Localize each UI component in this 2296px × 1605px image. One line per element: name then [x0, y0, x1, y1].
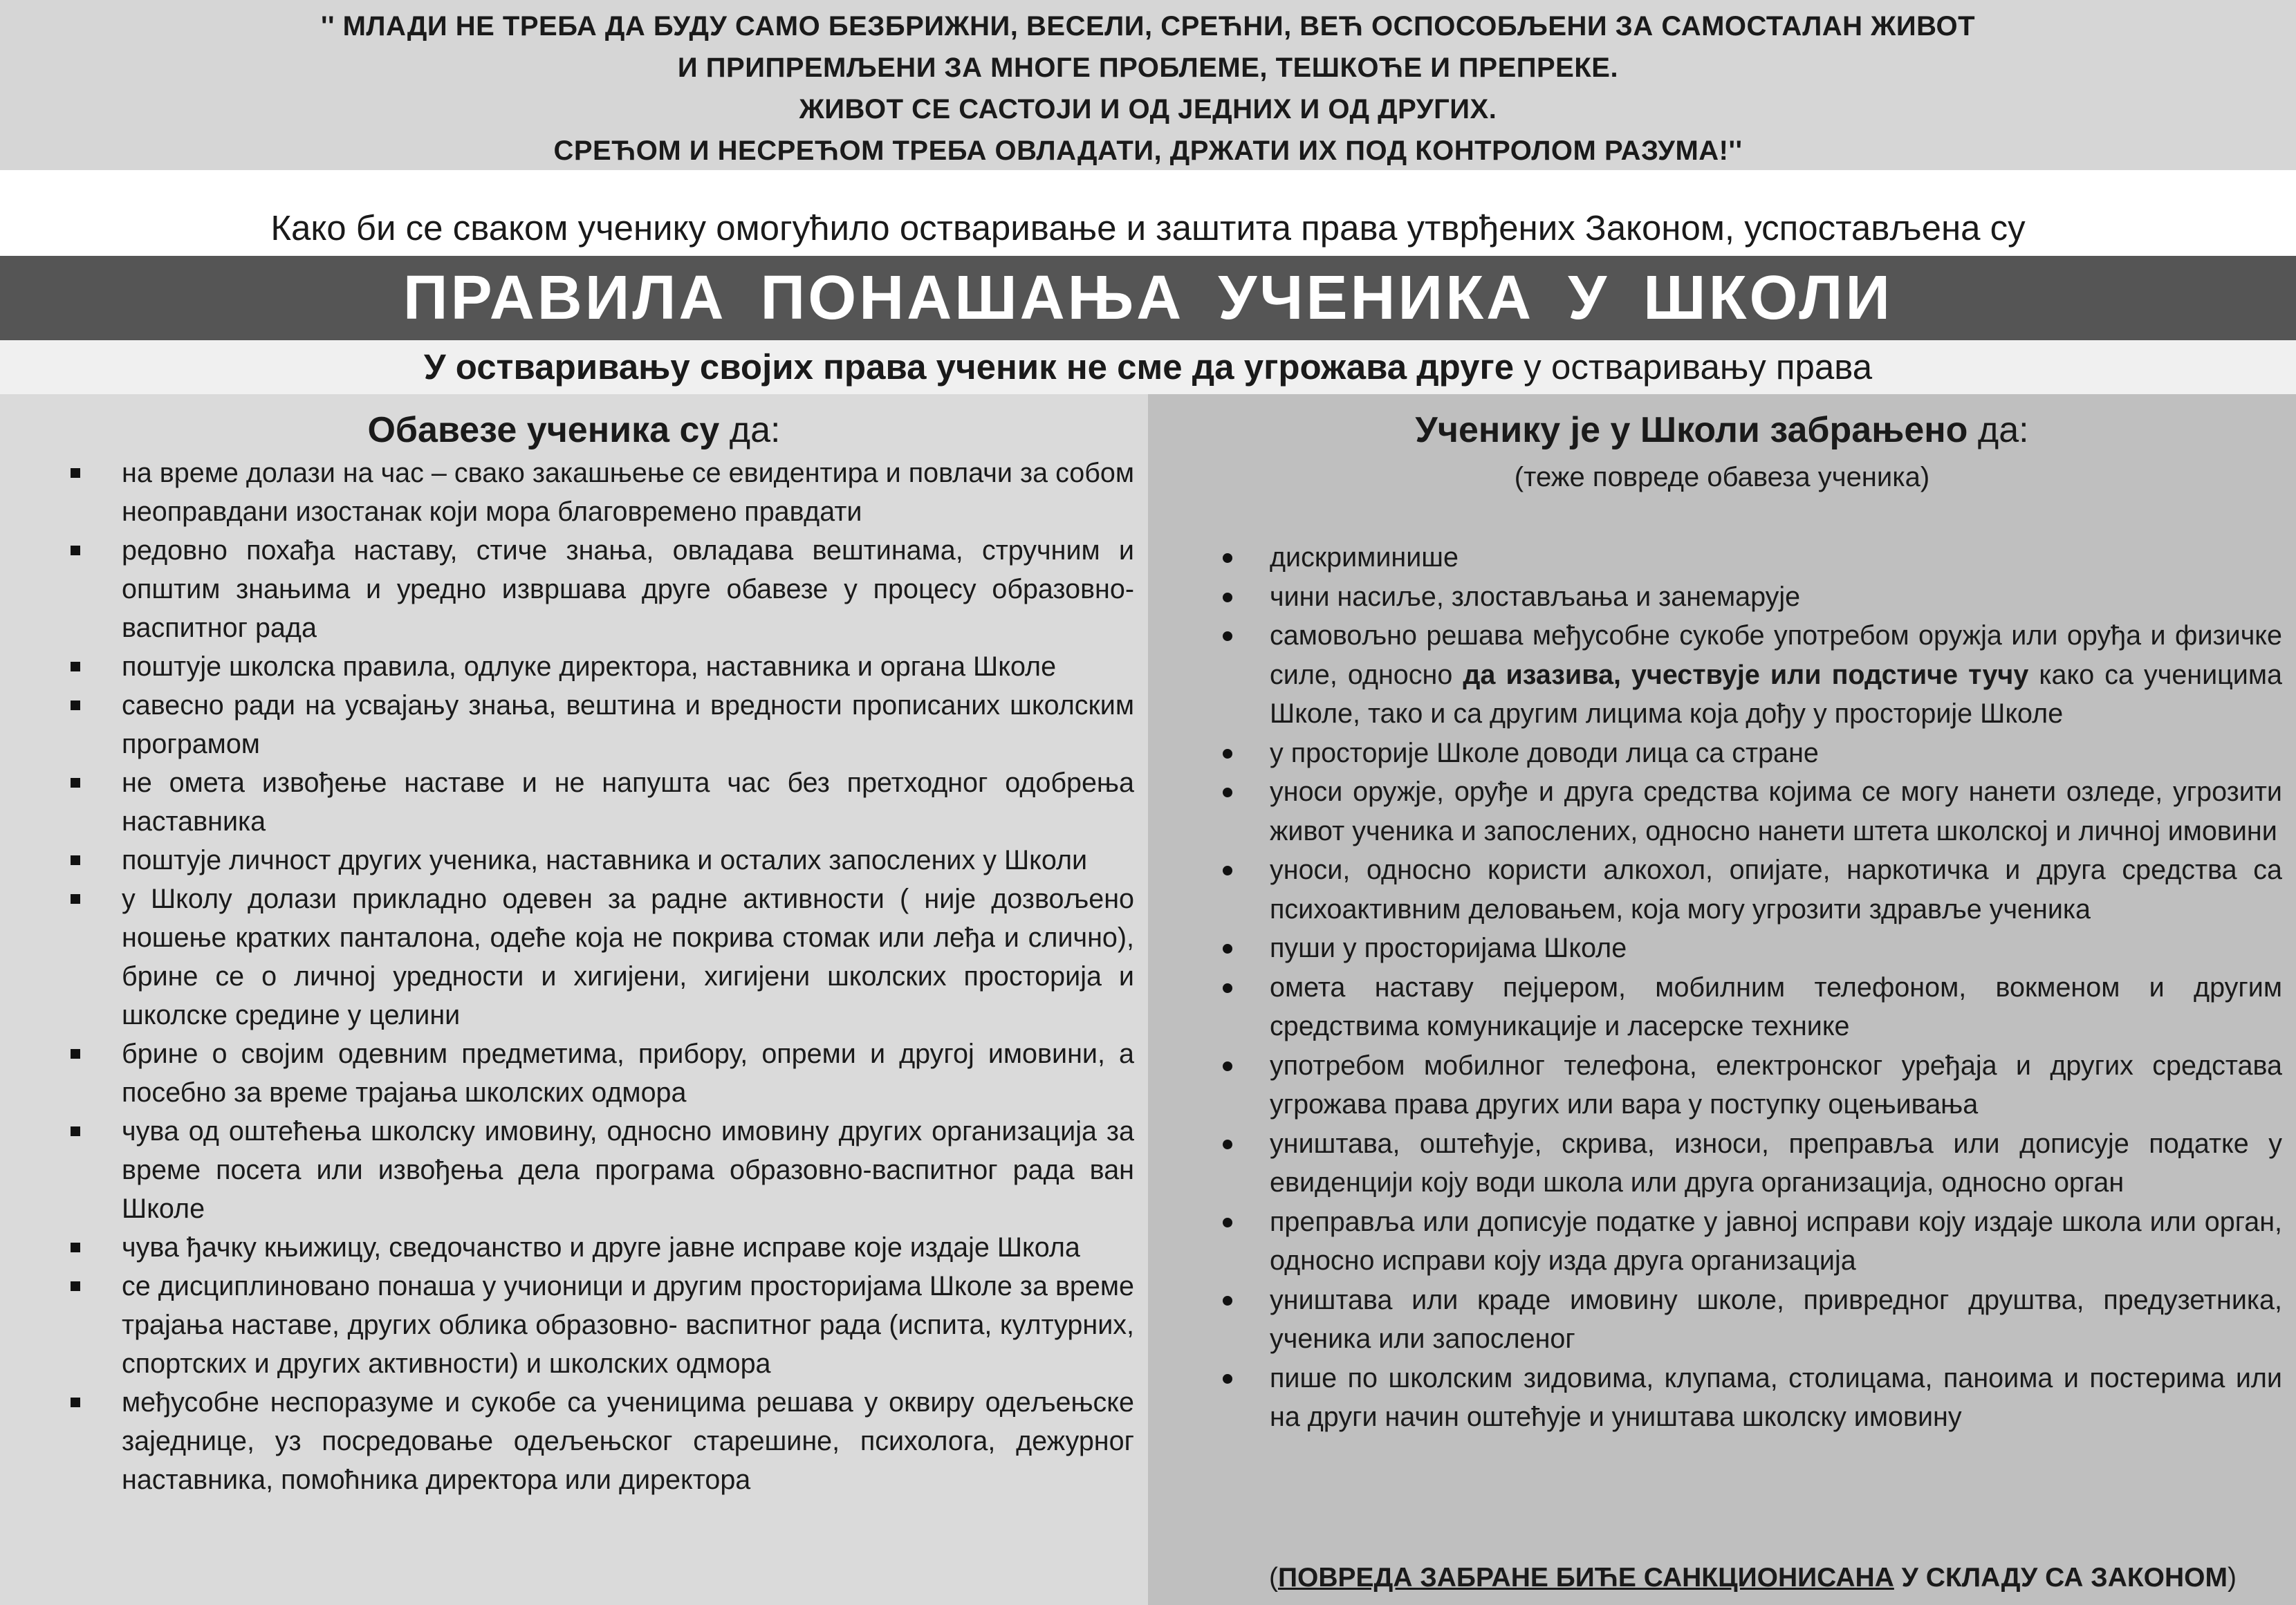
page-title: ПРАВИЛА ПОНАШАЊА УЧЕНИКА У ШКОЛИ — [0, 256, 2296, 340]
sanction-note — [1269, 1559, 2237, 1597]
quote-banner — [0, 0, 2296, 170]
round-bullet-icon — [1223, 1374, 1232, 1384]
list-item — [1210, 1281, 2282, 1359]
list-item — [62, 1267, 1134, 1383]
round-bullet-icon — [1223, 944, 1232, 954]
list-item-text: се дисциплиновано понаша у учионици и другим просторијама Школе за време трајања наставе, других облика образовно- васпитног рада (испита, културних, спортских и других активности) и школских одмора — [122, 1271, 1134, 1379]
round-bullet-icon — [1223, 866, 1232, 875]
list-item-text: преправља или дописује податке у јавној исправи коју издаје школа или орган, односно исправи коју изда друга организација — [1270, 1206, 2282, 1276]
list-item — [62, 647, 1134, 686]
round-bullet-icon — [1223, 749, 1232, 759]
list-item — [1210, 1203, 2282, 1281]
list-item-bold-text: да изазива, учествује или подстиче тучу — [1463, 659, 2029, 690]
list-item — [62, 1383, 1134, 1499]
list-item-text: како са ученицима Школе, тако и са другим лицима која дођу у просторије Школе — [1270, 659, 2282, 729]
list-item-text: уноси, односно користи алкохол, опијате, наркотичка и друга средства са психоактивним деловањем, која могу угрозити здравље ученика — [1270, 855, 2282, 925]
round-bullet-icon — [1223, 631, 1232, 641]
list-item — [62, 1228, 1134, 1267]
round-bullet-icon — [1223, 1140, 1232, 1149]
list-item — [1210, 1124, 2282, 1203]
list-item-text: редовно похађа наставу, стиче знања, овладава вештинама, стручним и општим знањима и уредно извршава друге обавезе у процесу образовно-васпитног рада — [122, 535, 1134, 643]
quote-line: ЖИВОТ СЕ САСТОЈИ И ОД ЈЕДНИХ И ОД ДРУГИХ. — [799, 94, 1497, 124]
square-bullet-icon — [71, 546, 80, 555]
list-item-text: не омета извођење наставе и не напушта час без претходног одобрења наставника — [122, 768, 1134, 837]
list-item — [62, 841, 1134, 880]
list-item — [62, 454, 1134, 531]
list-item — [1210, 734, 2282, 773]
list-item — [1210, 968, 2282, 1046]
quote-line: '' МЛАДИ НЕ ТРЕБА ДА БУДУ САМО БЕЗБРИЖНИ, ВЕСЕЛИ, СРЕЋНИ, ВЕЋ ОСПОСОБЉЕНИ ЗА САМОСТАЛАН ЖИВОТ — [320, 11, 1976, 41]
list-item-text: уништава или краде имовину школе, привредног друштва, предузетника, ученика или запосленог — [1270, 1284, 2282, 1354]
square-bullet-icon — [71, 1126, 80, 1136]
square-bullet-icon — [71, 1281, 80, 1291]
prohibitions-heading-bold: Ученику је у Школи забрањено — [1415, 410, 1968, 450]
list-item — [62, 880, 1134, 1035]
round-bullet-icon — [1223, 1218, 1232, 1227]
list-item — [1210, 772, 2282, 851]
list-item-text: међусобне неспоразуме и сукобе са ученицима решава у оквиру одељењске заједнице, уз посредовање одељењског старешине, психолога, дежурног наставника, помоћника директора или директора — [122, 1387, 1134, 1495]
intro-text: Како би се сваком ученику омогућило остваривање и заштита права утврђених Законом, успостављена су — [270, 208, 2026, 248]
prohibitions-subheading: (теже повреде обавеза ученика) — [1514, 462, 1930, 492]
obligations-heading — [0, 402, 1148, 458]
list-item-text: пише по школским зидовима, клупама, столицама, паноима и постерима или на други начин оштећује и уништава школску имовину — [1270, 1362, 2282, 1432]
obligations-heading-bold: Обавезе ученика су — [367, 410, 720, 450]
round-bullet-icon — [1223, 788, 1232, 797]
prohibitions-list — [1210, 538, 2282, 1437]
square-bullet-icon — [71, 1049, 80, 1059]
prohibitions-heading — [1148, 402, 2296, 458]
square-bullet-icon — [71, 662, 80, 671]
prohibitions-heading-rest: да: — [1968, 410, 2029, 450]
round-bullet-icon — [1223, 593, 1232, 602]
list-item-text: омета наставу пејџером, мобилним телефоном, вокменом и другим средствима комуникације и ласерске технике — [1270, 972, 2282, 1041]
list-item-text: пуши у просторијама Школе — [1270, 933, 1627, 963]
round-bullet-icon — [1223, 1061, 1232, 1071]
note-rest: У СКЛАДУ СА ЗАКОНОМ — [1894, 1563, 2228, 1593]
quote-line: И ПРИПРЕМЉЕНИ ЗА МНОГЕ ПРОБЛЕМЕ, ТЕШКОЋЕ И ПРЕПРЕКЕ. — [677, 53, 1619, 83]
round-bullet-icon — [1223, 553, 1232, 563]
list-item — [62, 1112, 1134, 1228]
list-item-text: у Школу долази прикладно одевен за радне активности ( није дозвољено ношење кратких панталона, одеће која не покрива стомак или леђа и слично), брине се о личној уредности и хигијени, хигијени школских просторија и школске средине у целини — [122, 884, 1134, 1030]
list-item-text: поштује личност других ученика, наставника и осталих запослених у Школи — [122, 845, 1088, 875]
round-bullet-icon — [1223, 1296, 1232, 1306]
round-bullet-icon — [1223, 983, 1232, 993]
list-item — [1210, 1046, 2282, 1124]
note-paren-close: ) — [2228, 1563, 2237, 1593]
list-item-text: уништава, оштећује, скрива, износи, преправља или дописује податке у евиденцији коју води школа или друга организација, односно орган — [1270, 1128, 2282, 1198]
list-item — [1210, 577, 2282, 617]
list-item-text: чува ђачку књижицу, сведочанство и друге јавне исправе које издаје Школа — [122, 1232, 1080, 1263]
list-item — [1210, 929, 2282, 968]
list-item-text: брине о својим одевним предметима, прибору, опреми и другој имовини, а посебно за време трајања школских одмора — [122, 1039, 1134, 1108]
square-bullet-icon — [71, 1398, 80, 1407]
subtitle-bold: У остваривању својих права ученик не сме да угрожава друге — [423, 347, 1515, 387]
list-item-text: уноси оружје, оруђе и друга средства којима се могу нанети озледе, угрозити живот ученика и запослених, односно нанети штета школској и личној имовини — [1270, 777, 2282, 846]
list-item-text: на време долази на час – свако закашњење се евидентира и повлачи за собом неоправдани изостанак који мора благовремено правдати — [122, 458, 1134, 527]
note-paren-open: ( — [1269, 1563, 1278, 1593]
subtitle-rest: у остваривању права — [1514, 347, 1873, 387]
prohibitions-column — [1148, 394, 2296, 1605]
list-item-text: чини насиље, злостављања и занемарује — [1270, 581, 1801, 612]
list-item — [62, 531, 1134, 647]
list-item — [62, 763, 1134, 841]
list-item-text: самовољно решава међусобне сукобе употребом оружја или оруђа и физичке силе, односно — [1270, 620, 2282, 690]
square-bullet-icon — [71, 1243, 80, 1252]
list-item-text: чува од оштећења школску имовину, односно имовину других организација за време посета или извођења дела програма образовно-васпитног рада ван Школе — [122, 1116, 1134, 1224]
list-item-text: савесно ради на усвајању знања, вештина и вредности прописаних школским програмом — [122, 690, 1134, 759]
obligations-heading-rest: да: — [719, 410, 781, 450]
list-item — [1210, 851, 2282, 929]
list-item-text: поштује школска правила, одлуке директора, наставника и органа Школе — [122, 651, 1057, 682]
subtitle — [0, 340, 2296, 394]
list-item — [1210, 538, 2282, 577]
list-item — [1210, 1359, 2282, 1437]
list-item-text: употребом мобилног телефона, електронског уређаја и других средстава угрожава права других или вара у поступку оцењивања — [1270, 1050, 2282, 1120]
square-bullet-icon — [71, 701, 80, 710]
list-item — [62, 1035, 1134, 1112]
list-item-text: у просторије Школе доводи лица са стране — [1270, 737, 1819, 768]
note-underlined: ПОВРЕДА ЗАБРАНЕ БИЋЕ САНКЦИОНИСАНА — [1278, 1563, 1894, 1593]
list-item — [62, 686, 1134, 763]
square-bullet-icon — [71, 468, 80, 478]
square-bullet-icon — [71, 778, 80, 788]
square-bullet-icon — [71, 894, 80, 904]
square-bullet-icon — [71, 855, 80, 865]
obligations-list — [62, 454, 1134, 1499]
list-item — [1210, 616, 2282, 734]
quote-line: СРЕЋОМ И НЕСРЕЋОМ ТРЕБА ОВЛАДАТИ, ДРЖАТИ ИХ ПОД КОНТРОЛОМ РАЗУМА!'' — [553, 136, 1743, 166]
obligations-column — [0, 394, 1148, 1605]
list-item-text: дискриминише — [1270, 542, 1459, 573]
